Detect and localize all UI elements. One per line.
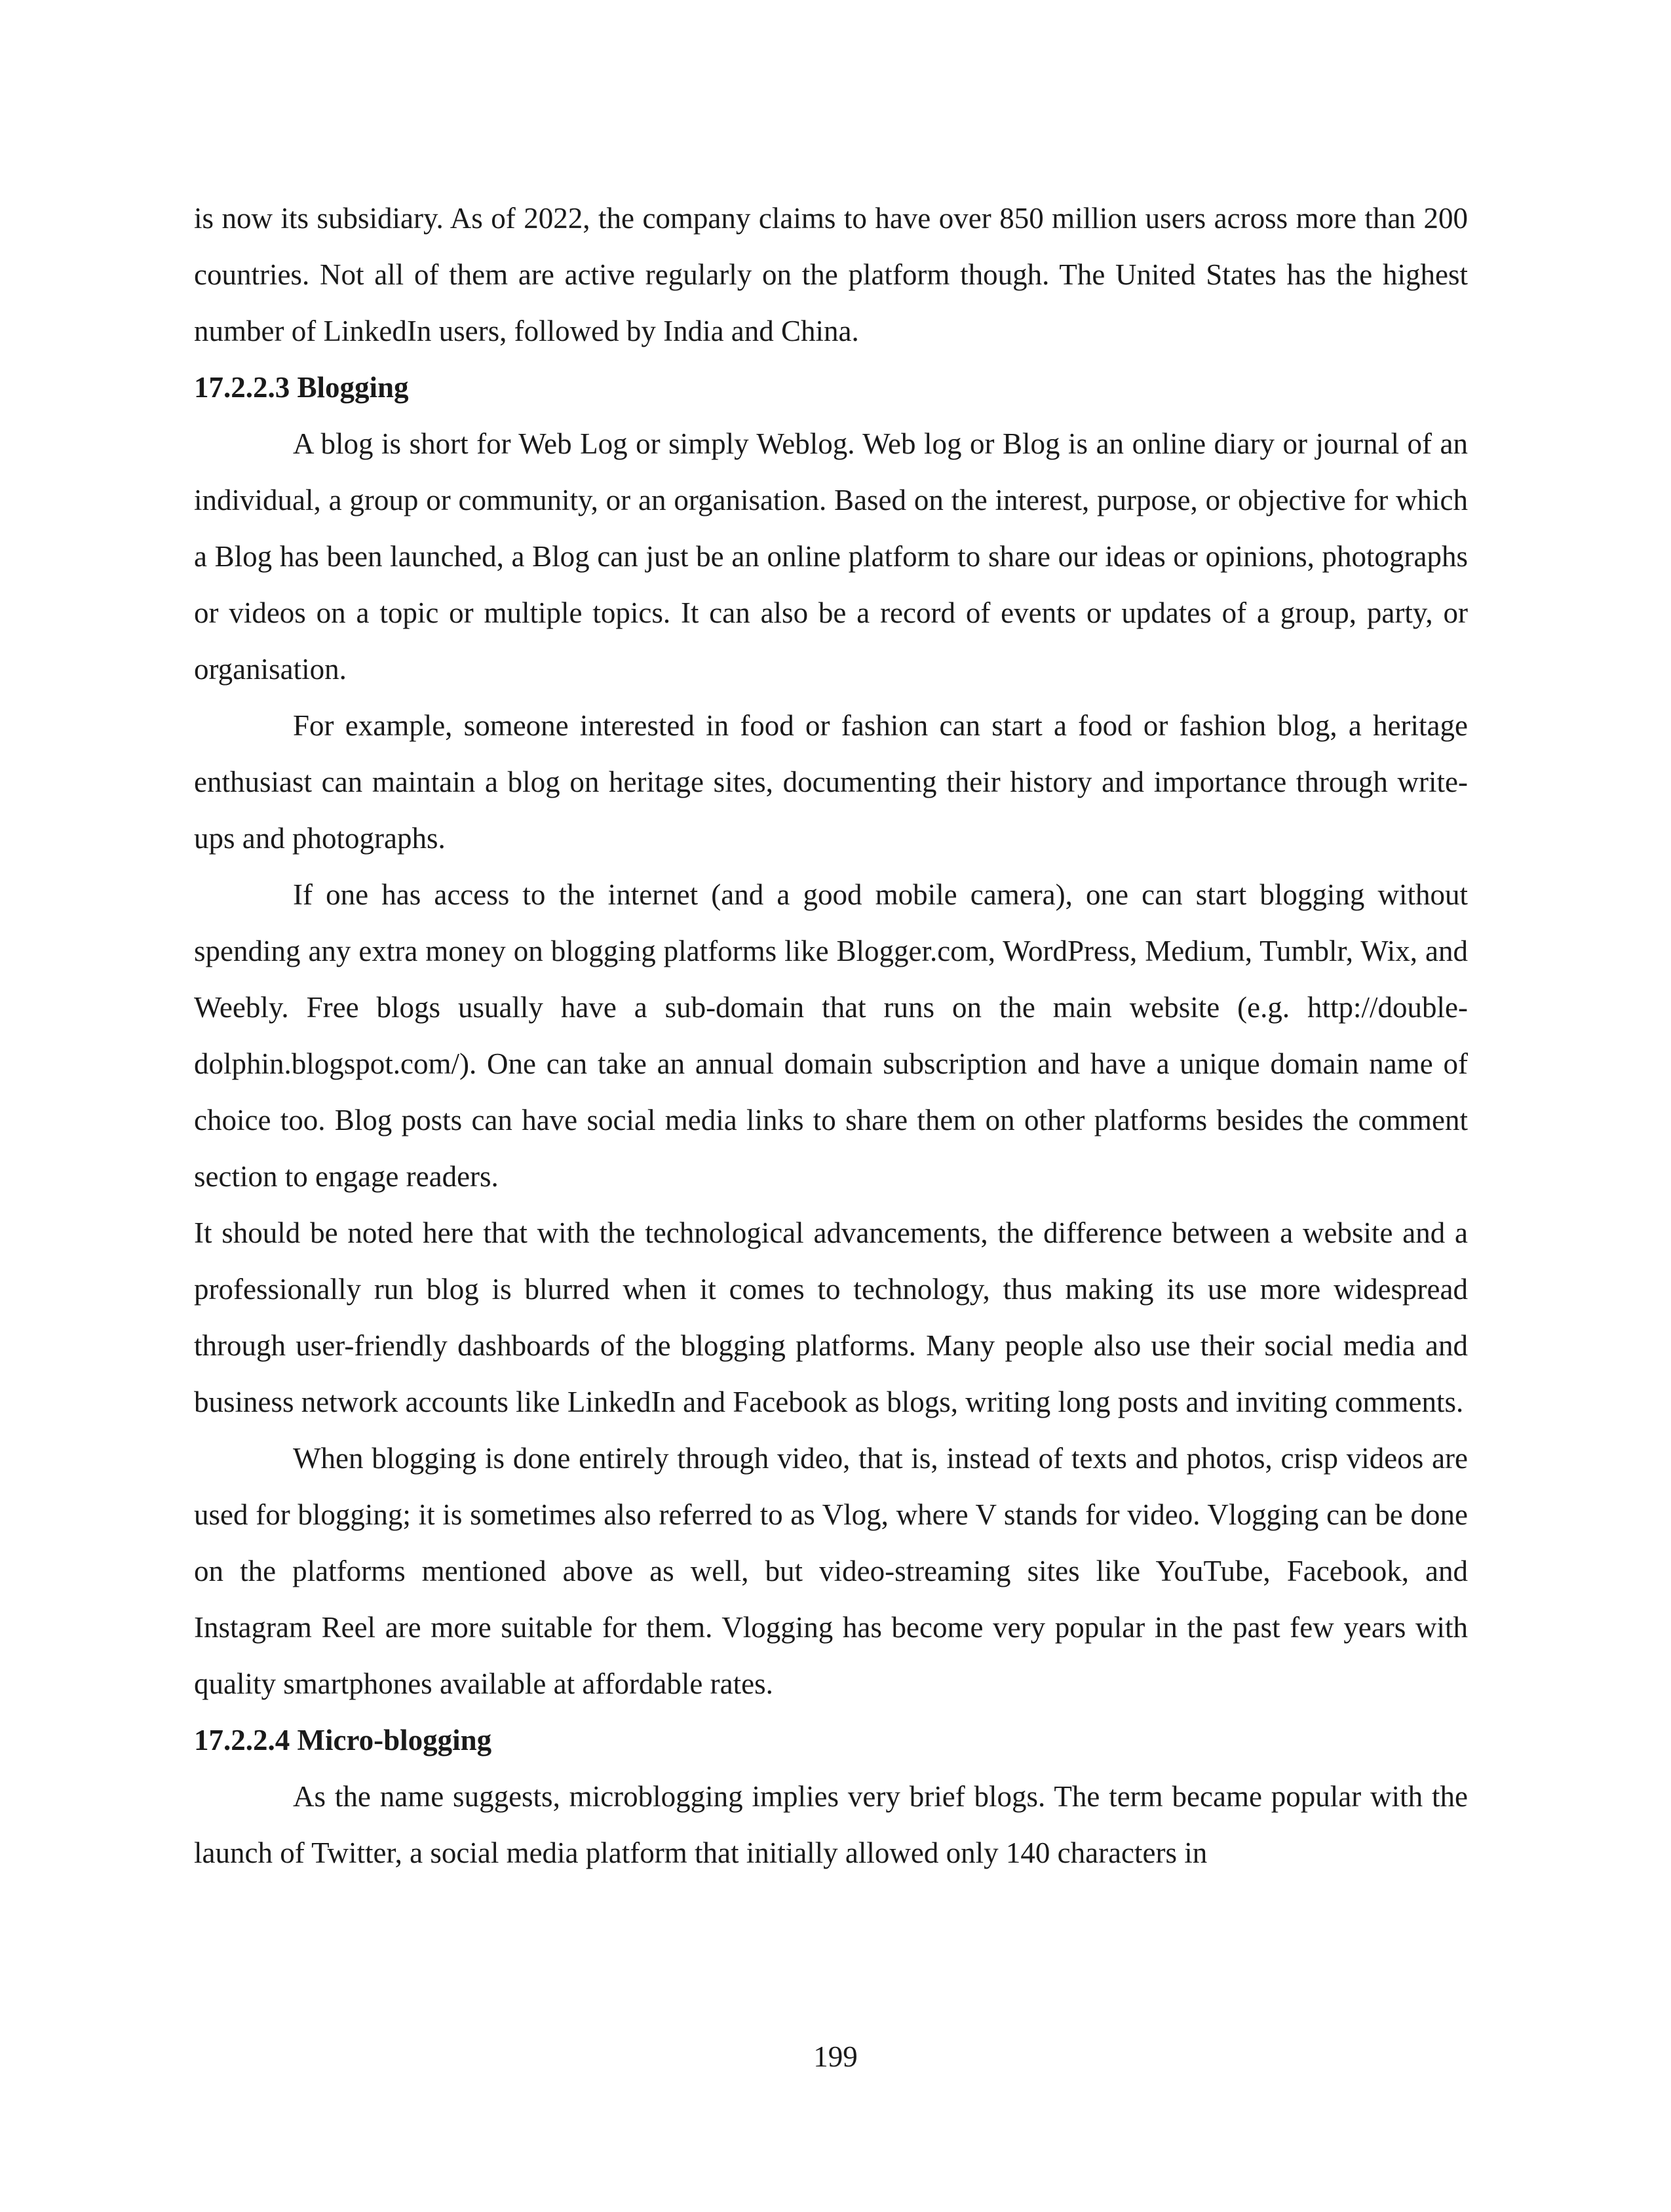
section-heading-blogging: 17.2.2.3 Blogging bbox=[194, 371, 409, 404]
body-text bbox=[194, 190, 1468, 1881]
paragraph-blog-definition: A blog is short for Web Log or simply Weblog. Web log or Blog is an online diary or journal of an individual, a group or community, or an organisation. Based on the interest, purpose, or objective for which a Blog has been launched, a Blog can just be an online platform to share our ideas or opinions, photographs or videos on a topic or multiple topics. It can also be a record of events or updates of a group, party, or organisation. bbox=[194, 427, 1468, 686]
paragraph-blog-platforms: If one has access to the internet (and a good mobile camera), one can start blogging without spending any extra money on blogging platforms like Blogger.com, WordPress, Medium, Tumblr, Wix, and Weebly. Free blogs usually have a sub-domain that runs on the main website (e.g. http://double-dolphin.blogspot.com/). One can take an annual domain subscription and have a unique domain name of choice too. Blog posts can have social media links to share them on other platforms besides the comment section to engage readers. bbox=[194, 878, 1468, 1193]
paragraph-linkedin-continued: is now its subsidiary. As of 2022, the company claims to have over 850 million users across more than 200 countries. Not all of them are active regularly on the platform though. The United States has the highest number of LinkedIn users, followed by India and China. bbox=[194, 202, 1468, 347]
section-heading-micro-blogging: 17.2.2.4 Micro-blogging bbox=[194, 1724, 492, 1756]
paragraph-microblogging: As the name suggests, microblogging implies very brief blogs. The term became popular with the launch of Twitter, a social media platform that initially allowed only 140 characters in bbox=[194, 1780, 1468, 1869]
page-number: 199 bbox=[813, 2040, 858, 2073]
paragraph-vlogging: When blogging is done entirely through video, that is, instead of texts and photos, crisp videos are used for blogging; it is sometimes also referred to as Vlog, where V stands for video. Vlogging can be done on the platforms mentioned above as well, but video-streaming sites like YouTube, Facebook, and Instagram Reel are more suitable for them. Vlogging has become very popular in the past few years with quality smartphones available at affordable rates. bbox=[194, 1442, 1468, 1700]
paragraph-blog-website-difference: It should be noted here that with the technological advancements, the difference between a website and a professionally run blog is blurred when it comes to technology, thus making its use more widespread through user-friendly dashboards of the blogging platforms. Many people also use their social media and business network accounts like LinkedIn and Facebook as blogs, writing long posts and inviting comments. bbox=[194, 1216, 1468, 1418]
paragraph-blog-example: For example, someone interested in food or fashion can start a food or fashion blog, a heritage enthusiast can maintain a blog on heritage sites, documenting their history and importance through write-ups and photographs. bbox=[194, 709, 1468, 855]
